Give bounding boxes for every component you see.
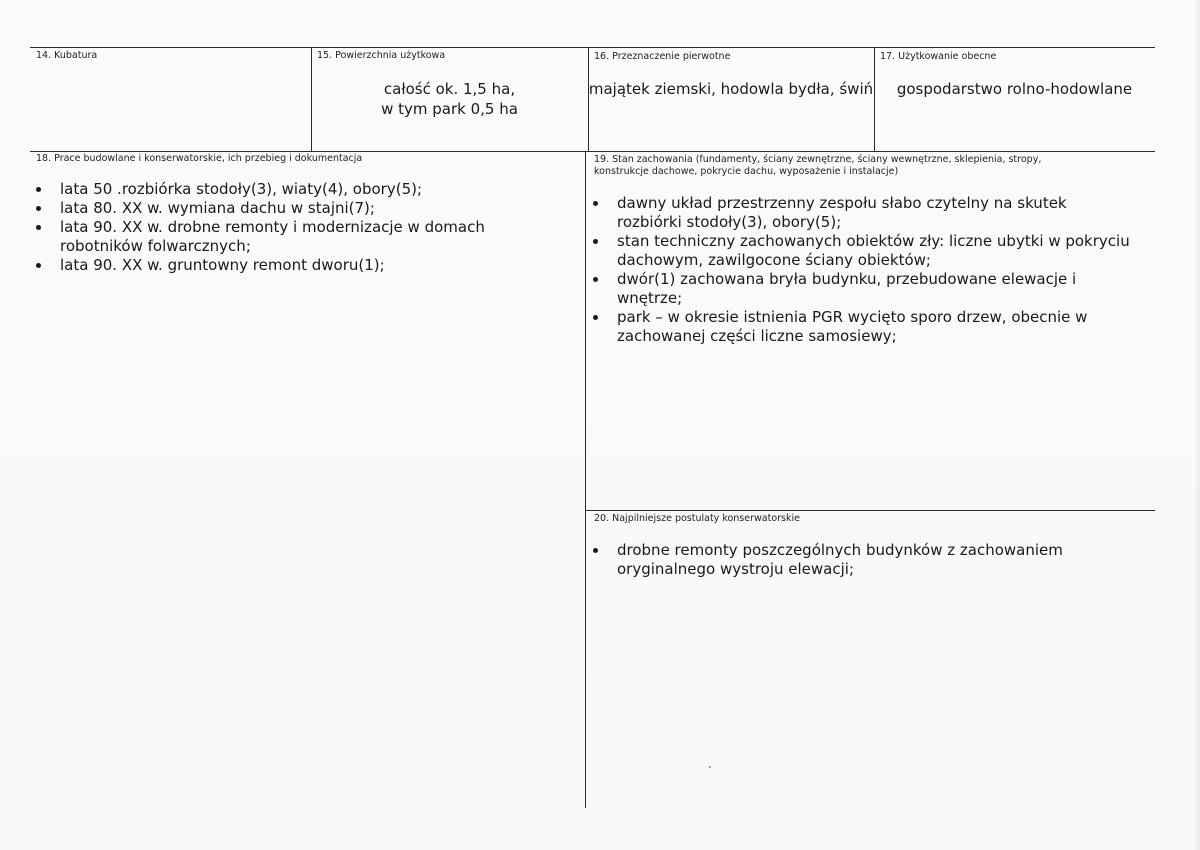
list-item-text: lata 50 .rozbiórka stodoły(3), wiaty(4), obory(5); <box>60 180 423 198</box>
bullet-icon <box>36 225 41 230</box>
field-15-label: 15. Powierzchnia użytkowa <box>317 50 446 61</box>
list-item <box>589 541 1134 579</box>
scan-edge-shadow <box>1194 0 1200 850</box>
list-item <box>32 180 562 199</box>
field-17-value: gospodarstwo rolno-hodowlane <box>896 80 1133 98</box>
list-item <box>589 194 1134 232</box>
field-20-list <box>589 541 1134 579</box>
field-16-label: 16. Przeznaczenie pierwotne <box>594 51 731 62</box>
list-item <box>589 308 1134 346</box>
list-item <box>32 199 562 218</box>
field-15-value <box>311 79 588 119</box>
scan-speck <box>709 766 711 768</box>
list-item-text: dawny układ przestrzenny zespołu słabo czytelny na skutek rozbiórki stodoły(3), obory(5); <box>617 194 1067 231</box>
field-18-list <box>32 180 562 275</box>
lower-section-rule <box>30 151 1155 152</box>
bullet-icon <box>593 277 598 282</box>
field-15-value-line-2: w tym park 0,5 ha <box>381 100 518 118</box>
bullet-icon <box>593 201 598 206</box>
divider-16-17 <box>874 47 875 151</box>
field-20-label: 20. Najpilniejsze postulaty konserwatorskie <box>594 513 800 524</box>
divider-18-19 <box>585 151 586 808</box>
list-item <box>32 256 562 275</box>
list-item-text: park – w okresie istnienia PGR wycięto sporo drzew, obecnie w zachowanej części liczne samosiewy; <box>617 308 1088 345</box>
top-row-rule <box>30 47 1155 48</box>
field-14-label: 14. Kubatura <box>36 50 98 61</box>
field-20-rule <box>585 510 1155 511</box>
list-item <box>589 232 1134 270</box>
list-item-text: lata 80. XX w. wymiana dachu w stajni(7); <box>60 199 375 217</box>
list-item <box>32 218 562 256</box>
list-item-text: dwór(1) zachowana bryła budynku, przebudowane elewacje i wnętrze; <box>617 270 1077 307</box>
list-item-text: lata 90. XX w. drobne remonty i modernizacje w domach robotników folwarcznych; <box>60 218 485 255</box>
list-item <box>589 270 1134 308</box>
list-item-text: stan techniczny zachowanych obiektów zły: liczne ubytki w pokryciu dachowym, zawilgocone ściany obiektów; <box>617 232 1130 269</box>
field-19-label-line-2: konstrukcje dachowe, pokrycie dachu, wyposażenie i instalacje) <box>594 166 899 177</box>
field-16-value: majątek ziemski, hodowla bydła, świń <box>588 80 874 98</box>
bullet-icon <box>36 187 41 192</box>
divider-15-16 <box>588 47 589 151</box>
field-18-label: 18. Prace budowlane i konserwatorskie, ich przebieg i dokumentacja <box>36 153 363 164</box>
bullet-icon <box>593 315 598 320</box>
field-15-value-line-1: całość ok. 1,5 ha, <box>383 80 516 98</box>
list-item-text: drobne remonty poszczególnych budynków z zachowaniem oryginalnego wystroju elewacji; <box>617 541 1063 578</box>
field-19-label-line-1: 19. Stan zachowania (fundamenty, ściany zewnętrzne, ściany wewnętrzne, sklepienia, stropy, <box>594 154 1042 165</box>
field-19-list <box>589 194 1134 346</box>
bullet-icon <box>36 206 41 211</box>
bullet-icon <box>593 548 598 553</box>
list-item-text: lata 90. XX w. gruntowny remont dworu(1); <box>60 256 385 274</box>
bullet-icon <box>36 263 41 268</box>
bullet-icon <box>593 239 598 244</box>
field-17-label: 17. Użytkowanie obecne <box>880 51 997 62</box>
